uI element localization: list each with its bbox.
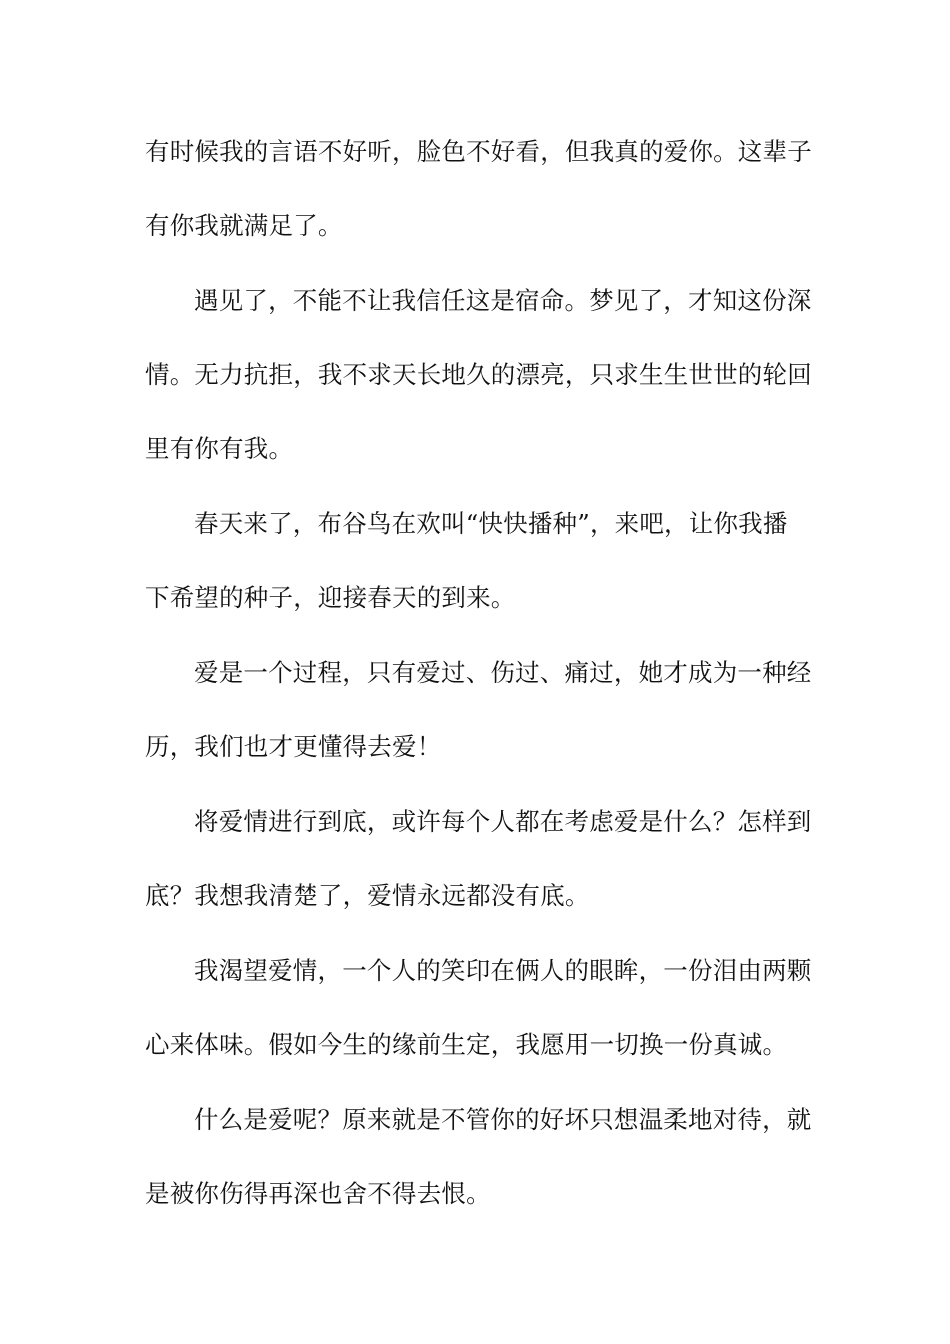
paragraph-line: 情。无力抗拒，我不求天长地久的漂亮，只求生生世世的轮回	[145, 360, 812, 389]
paragraph-line: 爱是一个过程，只有爱过、伤过、痛过，她才成为一种经	[194, 658, 812, 687]
paragraph-line: 将爱情进行到底，或许每个人都在考虑爱是什么？怎样到	[194, 807, 812, 836]
paragraph-line: 有时候我的言语不好听，脸色不好看，但我真的爱你。这辈子	[145, 137, 812, 166]
paragraph-line: 下希望的种子，迎接春天的到来。	[145, 583, 516, 612]
paragraph-line: 有你我就满足了。	[145, 211, 343, 240]
paragraph-line: 心来体味。假如今生的缘前生定，我愿用一切换一份真诚。	[145, 1030, 788, 1059]
paragraph-line: 什么是爱呢？原来就是不管你的好坏只想温柔地对待，就	[194, 1105, 812, 1134]
paragraph-line: 遇见了，不能不让我信任这是宿命。梦见了，才知这份深	[194, 286, 812, 315]
paragraph-line: 历，我们也才更懂得去爱！	[145, 732, 442, 761]
paragraph-line: 春天来了，布谷鸟在欢叫“快快播种”，来吧，让你我播	[194, 509, 788, 538]
paragraph-line: 底？我想我清楚了，爱情永远都没有底。	[145, 881, 590, 910]
paragraph-line: 里有你有我。	[145, 434, 294, 463]
paragraph-line: 是被你伤得再深也舍不得去恨。	[145, 1179, 491, 1208]
paragraph-line: 我渴望爱情，一个人的笑印在俩人的眼眸，一份泪由两颗	[194, 956, 812, 985]
